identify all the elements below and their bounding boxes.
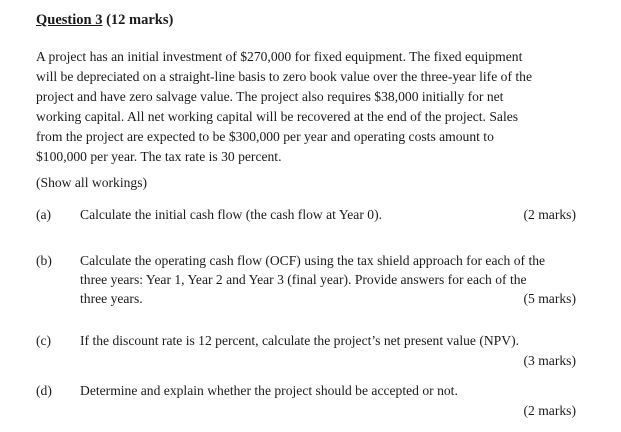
question-label: Question 3 — [36, 12, 103, 28]
part-b-letter: (b) — [36, 253, 52, 268]
part-b-text-line-1: Calculate the operating cash flow (OCF) using the tax shield approach for each of the — [80, 253, 546, 268]
part-a-text: Calculate the initial cash flow (the cash flow at Year 0). — [80, 207, 382, 222]
intro-line: will be depreciated on a straight-line basis to zero book value over the three-year life of the — [36, 69, 532, 84]
part-a-marks: (2 marks) — [523, 207, 576, 222]
part-d-marks: (2 marks) — [523, 403, 576, 418]
intro-line: from the project are expected to be $300,000 per year and operating costs amount to — [36, 129, 494, 144]
part-c-letter: (c) — [36, 333, 52, 348]
part-b-text-line-3: three years. — [80, 291, 143, 306]
part-b-marks: (5 marks) — [523, 291, 576, 306]
part-b-text-line-2: three years: Year 1, Year 2 and Year 3 (final year). Provide answers for each of the — [80, 272, 527, 287]
question-total-marks: (12 marks) — [102, 12, 174, 28]
intro-line: $100,000 per year. The tax rate is 30 percent. — [36, 149, 282, 164]
part-c-marks: (3 marks) — [523, 353, 576, 368]
show-workings-note: (Show all workings) — [36, 175, 148, 190]
part-a-letter: (a) — [36, 207, 52, 222]
intro-line: A project has an initial investment of $270,000 for fixed equipment. The fixed equipment — [36, 49, 523, 64]
part-d-letter: (d) — [36, 383, 52, 398]
question-intro — [36, 47, 584, 167]
part-d-text: Determine and explain whether the project should be accepted or not. — [80, 383, 458, 398]
question-heading — [36, 12, 173, 29]
part-c-text: If the discount rate is 12 percent, calculate the project’s net present value (NPV). — [80, 333, 519, 348]
intro-line: project and have zero salvage value. The project also requires $38,000 initially for net — [36, 89, 504, 104]
intro-line: working capital. All net working capital will be recovered at the end of the project. Sales — [36, 109, 519, 124]
